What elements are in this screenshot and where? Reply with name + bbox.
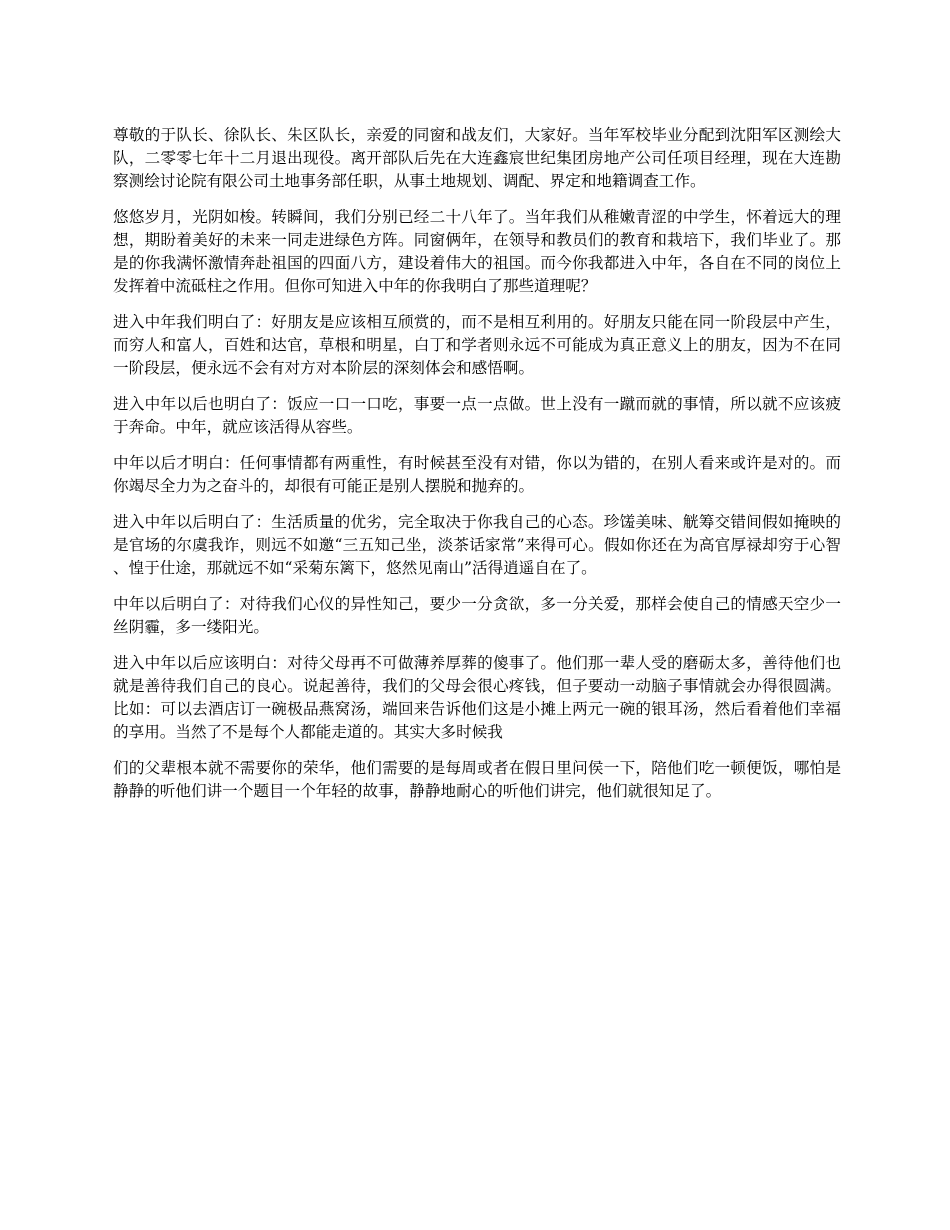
- paragraph-self-introduction: 尊敬的于队长、徐队长、朱区队长，亲爱的同窗和战友们，大家好。当年军校毕业分配到沈阳军区测绘大队，二零零七年十二月退出现役。离开部队后先在大连鑫宸世纪集团房地产公司任项目经理，现在大连勘察测绘讨论院有限公司土地事务部任职，从事土地规划、调配、界定和地籍调查工作。: [113, 126, 841, 190]
- paragraph-confidant: 中年以后明白了：对待我们心仪的异性知己，要少一分贪欲，多一分关爱，那样会使自己的情感天空少一丝阴霾，多一缕阳光。: [113, 595, 841, 636]
- paragraph-friendship: 进入中年我们明白了：好朋友是应该相互颀赏的，而不是相互利用的。好朋友只能在同一阶段层中产生，而穷人和富人，百姓和达官，草根和明星，白丁和学者则永远不可能成为真正意义上的朋友，因为不在同一阶段层，便永远不会有对方对本阶层的深刻体会和感悟啊。: [113, 313, 841, 377]
- paragraph-quality-of-life: 进入中年以后明白了：生活质量的优劣，完全取决于你我自己的心态。珍馐美味、觥筹交错间假如掩映的是官场的尔虞我诈，则远不如邀“三五知己坐，淡茶话家常”来得可心。假如你还在为高官厚禄却穷于心智、惶于仕途，那就远不如“采菊东篱下，悠然见南山”活得逍遥自在了。: [113, 513, 841, 577]
- paragraph-parents: 进入中年以后应该明白：对待父母再不可做薄养厚葬的傻事了。他们那一辈人受的磨砺太多，善待他们也就是善待我们自己的良心。说起善待，我们的父母会很心疼钱，但子要动一动脑子事情就会办得很圆满。比如：可以去酒店订一碗极品燕窝汤，端回来告诉他们这是小摊上两元一碗的银耳汤，然后看着他们幸福的享用。当然了不是每个人都能走道的。其实大多时候我: [113, 654, 841, 741]
- paragraph-time-passes: 悠悠岁月，光阴如梭。转瞬间，我们分别已经二十八年了。当年我们从稚嫩青涩的中学生，怀着远大的理想，期盼着美好的未来一同走进绿色方阵。同窗俩年，在领导和教员们的教育和栽培下，我们毕业了。那是的你我满怀激情奔赴祖国的四面八方，建设着伟大的祖国。而今你我都进入中年，各自在不同的岗位上发挥着中流砥柱之作用。但你可知进入中年的你我明白了那些道理呢？: [113, 208, 841, 295]
- paragraph-parents-continued: 们的父辈根本就不需要你的荣华，他们需要的是每周或者在假日里问侯一下，陪他们吃一顿便饭，哪怕是静静的听他们讲一个题目一个年轻的故事，静静地耐心的听他们讲完，他们就很知足了。: [113, 759, 841, 800]
- document-body: [113, 124, 841, 816]
- paragraph-step-by-step: 进入中年以后也明白了：饭应一口一口吃，事要一点一点做。世上没有一蹴而就的事情，所以就不应该疲于奔命。中年，就应该活得从容些。: [113, 395, 841, 436]
- paragraph-duality: 中年以后才明白：任何事情都有两重性，有时候甚至没有对错，你以为错的，在别人看来或许是对的。而你竭尽全力为之奋斗的，却很有可能正是别人摆脱和抛弃的。: [113, 454, 841, 495]
